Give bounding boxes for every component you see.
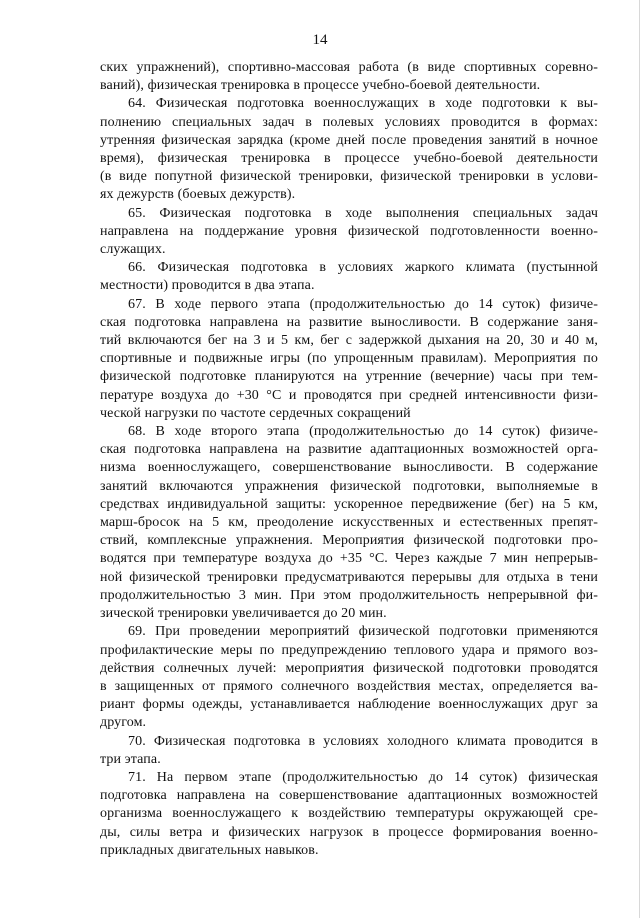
paragraph: [100, 259, 598, 295]
paragraph-line: 68. В ходе второго этапа (продолжительностью до 14 суток) физиче-: [128, 424, 598, 440]
paragraph-line: ская подготовка направлена на развитие выносливости. В содержание заня-: [100, 314, 598, 330]
paragraph: [100, 59, 598, 95]
paragraph-line: риант формы одежды, устанавливается наблюдение военнослужащих друг за: [100, 697, 598, 713]
paragraph-line: ческой нагрузки по частоте сердечных сокращений: [100, 405, 411, 421]
paragraph-line: 71. На первом этапе (продолжительностью до 14 суток) физическая: [128, 769, 598, 785]
paragraph-line: 65. Физическая подготовка в ходе выполнения специальных задач: [128, 205, 598, 221]
paragraph-line: полнению специальных задач в полевых условиях проводится в формах:: [100, 114, 598, 130]
paragraph-line: прикладных двигательных навыков.: [100, 842, 319, 858]
document-body: [100, 59, 598, 860]
paragraph: [100, 95, 598, 204]
paragraph-line: водятся при температуре воздуха до +35 °С. Через каждые 7 мин непрерыв-: [100, 551, 598, 567]
paragraph-line: низма военнослужащего, совершенствование выносливости. В содержание: [100, 460, 598, 476]
paragraph: [100, 423, 598, 623]
paragraph: [100, 769, 598, 860]
paragraph-line: в защищенных от прямого солнечного воздействия местах, определяется ва-: [100, 678, 598, 694]
paragraph-line: занятий включаются упражнения физической подготовки, выполняемые в: [100, 478, 598, 494]
paragraph: [100, 205, 598, 260]
paragraph-line: 67. В ходе первого этапа (продолжительностью до 14 суток) физиче-: [128, 296, 598, 312]
paragraph-line: 69. При проведении мероприятий физической подготовки применяются: [128, 624, 598, 640]
paragraph-line: организма военнослужащего к воздействию температуры окружающей сре-: [100, 806, 598, 822]
paragraph-line: продолжительностью 3 мин. При этом продолжительность непрерывной фи-: [100, 587, 598, 603]
paragraph-line: ной физической тренировки предусматриваются перерывы для отдыха в тени: [100, 569, 598, 585]
paragraph-line: физической подготовке планируются на утренние (вечерние) часы при тем-: [100, 369, 598, 385]
paragraph-line: время), физическая тренировка в процессе учебно-боевой деятельности: [100, 151, 598, 167]
paragraph-line: ды, силы ветра и физических нагрузок в процессе формирования военно-: [100, 824, 598, 840]
paragraph-line: ствий, комплексные упражнения. Мероприятия физической подготовки про-: [100, 533, 598, 549]
paragraph-line: (в виде попутной физической тренировки, физической тренировки в услови-: [100, 169, 598, 185]
paragraph-line: ваний), физическая тренировка в процессе учебно-боевой деятельности.: [100, 78, 541, 94]
paragraph-line: ская подготовка направлена на развитие адаптационных возможностей орга-: [100, 442, 598, 458]
paragraph-line: местности) проводится в два этапа.: [100, 278, 315, 294]
paragraph-line: три этапа.: [100, 751, 161, 767]
page-number: 14: [312, 32, 328, 48]
paragraph-line: средствах индивидуальной защиты: ускоренное передвижение (бег) на 5 км,: [100, 496, 598, 512]
paragraph-line: 66. Физическая подготовка в условиях жаркого климата (пустынной: [128, 260, 598, 276]
paragraph-line: ских упражнений), спортивно-массовая работа (в виде спортивных соревно-: [100, 60, 598, 75]
paragraph-line: действия солнечных лучей: мероприятия физической подготовки проводятся: [100, 660, 598, 676]
paragraph-line: спортивные и подвижные игры (по упрощенным правилам). Мероприятия по: [100, 351, 598, 367]
paragraph-line: направлена на поддержание уровня физической подготовленности военно-: [100, 223, 598, 239]
paragraph-line: 70. Физическая подготовка в условиях холодного климата проводится в: [128, 733, 598, 749]
paragraph-line: другом.: [100, 715, 147, 731]
paragraph-line: подготовка направлена на совершенствование адаптационных возможностей: [100, 788, 598, 804]
paragraph: [100, 623, 598, 732]
paragraph-line: марш-бросок на 5 км, преодоление искусственных и естественных препят-: [100, 515, 598, 531]
paragraph-line: служащих.: [100, 242, 166, 258]
paragraph-line: профилактические меры по предупреждению теплового удара и прямого воз-: [100, 642, 598, 658]
paragraph-line: 64. Физическая подготовка военнослужащих в ходе подготовки к вы-: [128, 96, 598, 112]
paragraph-line: утренняя физическая зарядка (кроме дней после проведения занятий в ночное: [100, 132, 598, 148]
paragraph-line: тий включаются бег на 3 и 5 км, бег с задержкой дыхания на 20, 30 и 40 м,: [100, 333, 598, 349]
paragraph: [100, 296, 598, 423]
paragraph-line: зической тренировки увеличивается до 20 мин.: [100, 606, 387, 622]
paragraph-line: пературе воздуха до +30 °С и проводятся при средней интенсивности физи-: [100, 387, 598, 403]
paragraph-line: ях дежурств (боевых дежурств).: [100, 187, 296, 203]
paragraph: [100, 733, 598, 769]
